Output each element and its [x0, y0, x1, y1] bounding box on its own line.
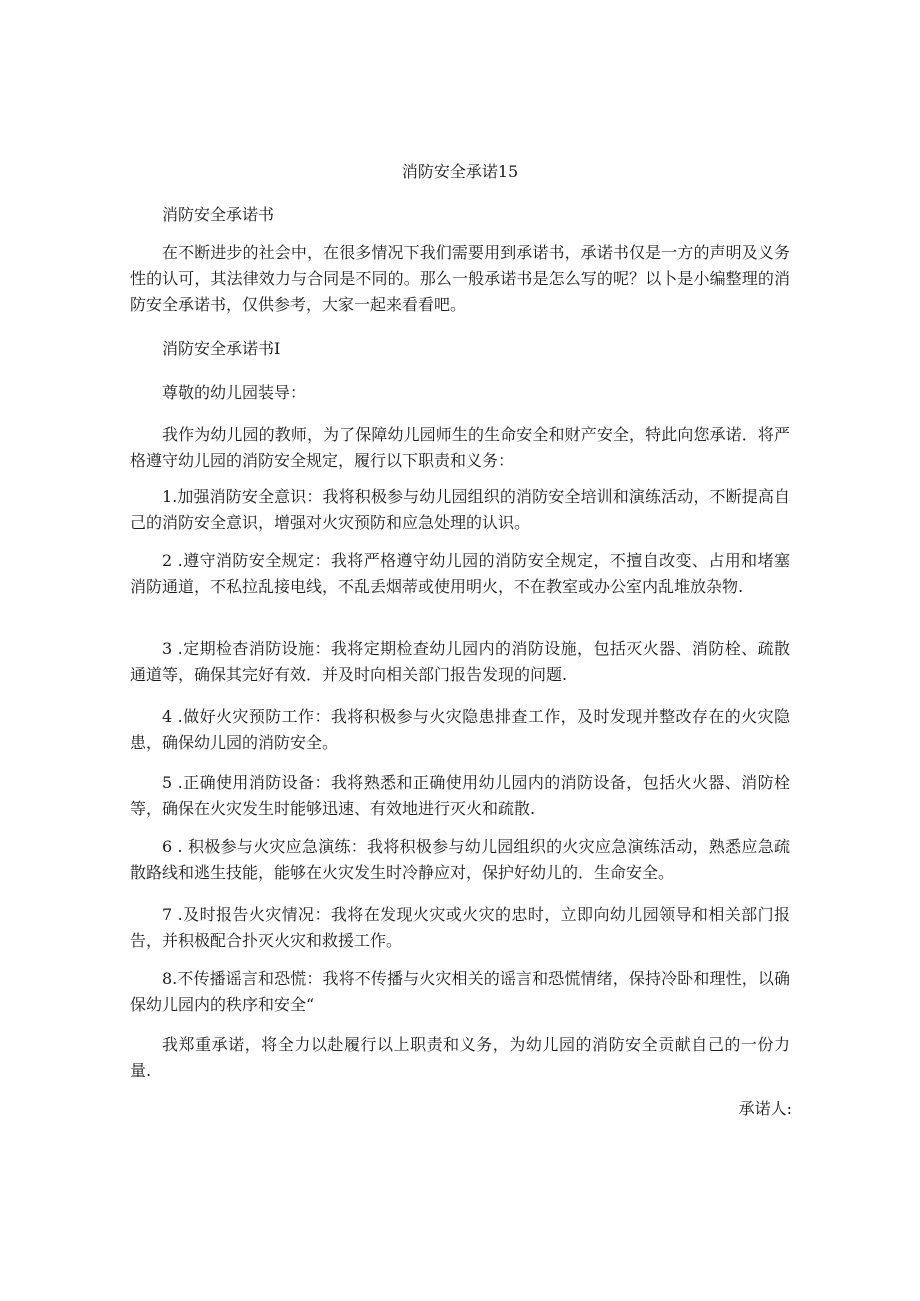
- document-title: 消防安全承诺15: [401, 162, 519, 181]
- commitment-item-3: 3 .定期检杳消防设施：我将定期检查幼儿园内的消防设施，包括灭火器、消防栓、疏散通道等，确保其完好有效．并及时向相关部门报告发现的问题.: [130, 639, 790, 684]
- commitment-item-7: 7 .及时报告火灾情况：我将在发现火灾或火灾的忠时，立即向幼儿园领导和相关部门报告，并积极配合扑灭火灾和救援工作。: [130, 905, 790, 950]
- intro-paragraph: 在不断进步的社会中，在很多情况下我们需要用到承诺书，承诺书仅是一方的声明及义务性的认可，其法律效力与合同是不同的。那么一般承诺书是怎么写的呢？以卜是小编整理的消防安全承诺书，仅供参考，大家一起来看看吧。: [130, 243, 790, 314]
- commitment-item-5: 5 .正确使用消防设备：我将熟悉和正确使用幼儿园内的消防设备，包括火火器、消防栓等，确保在火灾发生时能够迅速、有效地进行灭火和疏散.: [130, 773, 790, 818]
- document-subtitle: 消防安全承诺书: [162, 205, 275, 224]
- commitment-item-4: 4 .做好火灾预防工作：我将积极参与火灾隐患排查工作，及时发现并整改存在的火灾隐患，确保幼儿园的消防安全。: [130, 707, 790, 752]
- commitment-item-6: 6 . 积极参与火灾应急演练：我将积极参与幼儿园组织的火灾应急演练活动，熟悉应急疏散路线和逃生技能，能够在火灾发生时冷静应对，保护好幼儿的．生命安全。: [130, 837, 790, 882]
- section-heading: 消防安全承诺书I: [162, 339, 281, 358]
- commitment-item-1: 1.加强消防安全意识：我将积极参与幼儿园组织的消防安全培训和演练活动，不断提高自己的消防安全意识，增强对火灾预防和应急处理的认识。: [130, 487, 790, 532]
- closing-paragraph: 我郑重承诺，将全力以赴履行以上职责和义务，为幼儿园的消防安全贡献自己的一份力量.: [130, 1035, 790, 1080]
- opening-paragraph: 我作为幼儿园的教师，为了保障幼儿园师生的生命安全和财产安全，特此向您承诺．将严格遵守幼儿园的消防安全规定，履行以下职责和义务：: [130, 425, 790, 470]
- commitment-item-2: 2 .遵守消防安全规定：我将严格遵守幼儿园的消防安全规定，不擅自改变、占用和堵塞消防通道，不私拉乱接电线，不乱丢烟蒂或使用明火，不在教室或办公室内乱堆放杂物.: [130, 551, 790, 596]
- commitment-item-8: 8.不传播谣言和恐慌：我将不传播与火灾相关的谣言和恐慌情绪，保持冷卧和理性，以确保幼儿园内的秩序和安全“: [130, 969, 790, 1014]
- salutation: 尊敬的幼儿园装导：: [162, 383, 307, 402]
- signer-label: 承诺人:: [738, 1099, 792, 1118]
